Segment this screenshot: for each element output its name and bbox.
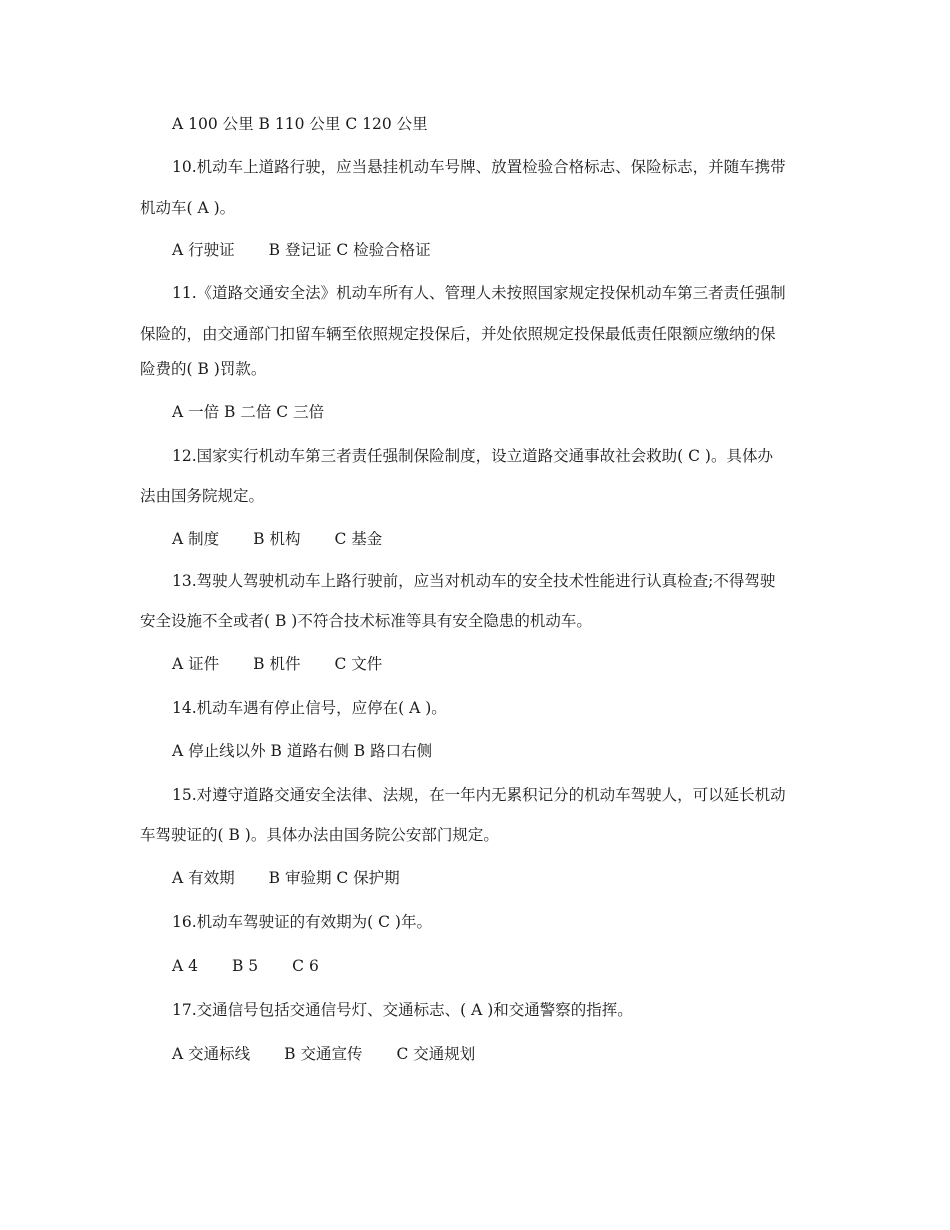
q12-stem-line-1: 12.国家实行机动车第三者责任强制保险制度，设立道路交通事故社会救助( C )。具体办: [172, 447, 773, 465]
q10-option-b-c: B 登记证 C 检验合格证: [268, 241, 431, 259]
q11-stem-line-3: 险费的( B )罚款。: [140, 360, 267, 378]
q17-option-c: C 交通规划: [396, 1045, 476, 1063]
q10-options: [172, 240, 844, 260]
q11-stem-line-1: 11.《道路交通安全法》机动车所有人、管理人未按照国家规定投保机动车第三者责任强制: [172, 284, 786, 302]
q16-stem-line-1: 16.机动车驾驶证的有效期为( C )年。: [172, 913, 432, 931]
q12-option-a: A 制度: [172, 530, 220, 548]
q13-option-a: A 证件: [172, 655, 220, 673]
q13-stem-line-2: 安全设施不全或者( B )不符合技术标准等具有安全隐患的机动车。: [140, 612, 592, 630]
q17-option-a: A 交通标线: [172, 1045, 251, 1063]
q13-options: [172, 654, 844, 674]
q15-option-a: A 有效期: [172, 869, 235, 887]
q10-stem-line-1: 10.机动车上道路行驶，应当悬挂机动车号牌、放置检验合格标志、保险标志，并随车携带: [172, 158, 786, 176]
q11-options: A 一倍 B 二倍 C 三倍: [172, 403, 325, 421]
q14-options: A 停止线以外 B 道路右侧 B 路口右侧: [172, 742, 433, 760]
q13-stem-line-1: 13.驾驶人驾驶机动车上路行驶前，应当对机动车的安全技术性能进行认真检查;不得驾驶: [172, 572, 776, 590]
q10-stem-line-2: 机动车( A )。: [140, 199, 236, 217]
q11-stem-line-2: 保险的，由交通部门扣留车辆至依照规定投保后，并处依照规定投保最低责任限额应缴纳的保: [140, 325, 776, 343]
q15-stem-line-2: 车驾驶证的( B )。具体办法由国务院公安部门规定。: [140, 826, 499, 844]
q17-options: [172, 1044, 844, 1064]
q14-stem-line-1: 14.机动车遇有停止信号，应停在( A )。: [172, 699, 447, 717]
q16-options: [172, 956, 844, 976]
q12-options: [172, 529, 844, 549]
q16-option-a: A 4: [172, 957, 198, 975]
q15-option-b-c: B 审验期 C 保护期: [268, 869, 400, 887]
q17-stem-line-1: 17.交通信号包括交通信号灯、交通标志、( A )和交通警察的指挥。: [172, 1001, 633, 1019]
q17-option-b: B 交通宣传: [284, 1045, 363, 1063]
q12-stem-line-2: 法由国务院规定。: [140, 487, 265, 505]
q12-option-c: C 基金: [334, 530, 383, 548]
q12-option-b: B 机构: [253, 530, 301, 548]
q16-option-c: C 6: [292, 957, 319, 975]
q15-stem-line-1: 15.对遵守道路交通安全法律、法规，在一年内无累积记分的机动车驾驶人，可以延长机动: [172, 786, 786, 804]
q10-option-a: A 行驶证: [172, 241, 235, 259]
q15-options: [172, 868, 844, 888]
q13-option-c: C 文件: [334, 655, 383, 673]
q13-option-b: B 机件: [253, 655, 301, 673]
q16-option-b: B 5: [231, 957, 259, 975]
q9-options: A 100 公里 B 110 公里 C 120 公里: [172, 115, 428, 133]
